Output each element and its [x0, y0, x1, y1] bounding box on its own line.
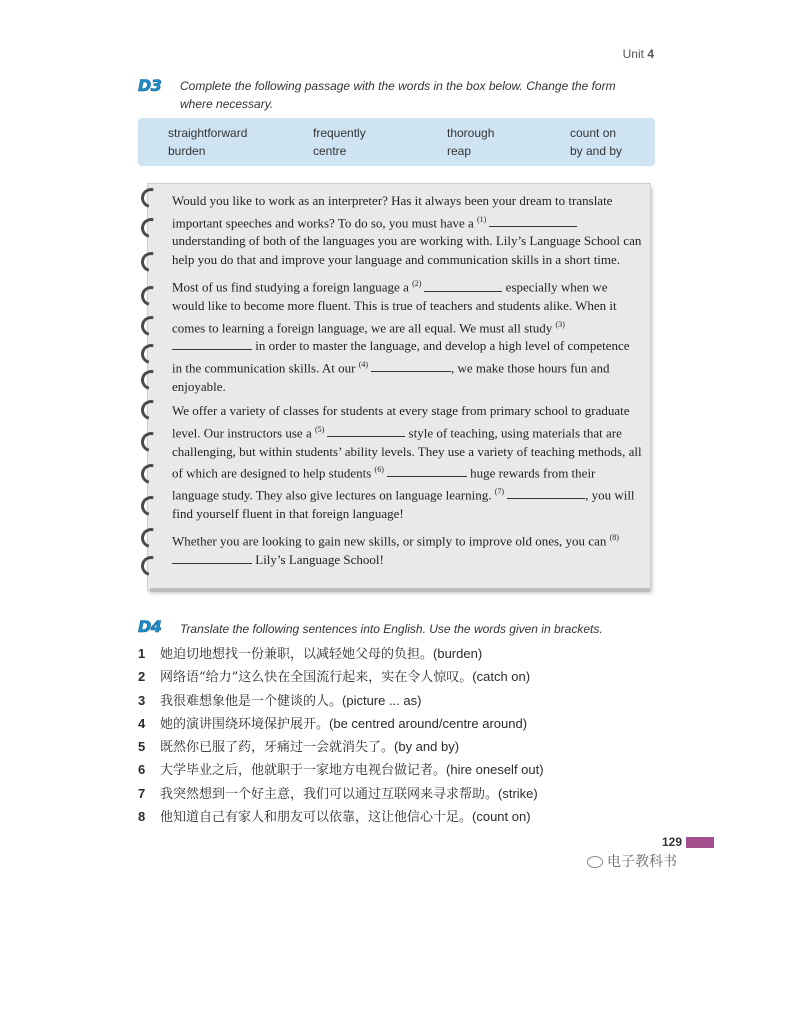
word-item: by and by — [570, 144, 623, 158]
word-item: burden — [168, 144, 206, 158]
d3-instruction: Complete the following passage with the words in the box below. Change the form where necessary. — [180, 79, 616, 111]
unit-label: Unit 4 — [622, 47, 654, 61]
ring-icon — [137, 312, 164, 339]
answer-blank[interactable] — [172, 337, 252, 350]
translation-list — [138, 645, 698, 831]
blank-number: (1) — [477, 214, 487, 224]
passage-paragraph-2: Most of us find studying a foreign language a $^{(2)}$ especially when we would like to become more fluent. This is true of teachers and students alike. When it comes to learning a foreign language, we are all equal. We must all study $^{(3)}$ in order to master the language, and develop a high level of competence in the communication skills. At our $^{(4)}$ , we make those hours fun and enjoyable. — [172, 279, 630, 394]
passage-paragraph-3: We offer a variety of classes for students at every stage from primary school to graduate level. Our instructors use a $^{(5)}$ style of teaching, using materials that are challenging, but within students’ ability levels. They use a variety of teaching methods, all of which are designed to help students $^{(6)}$ huge rewards from their language study. They also give lectures on language learning. $^{(7)}$ , you will find yourself fluent in that foreign language! — [172, 403, 642, 521]
word-item: centre — [313, 144, 347, 158]
blank-number: (5) — [314, 424, 325, 434]
wechat-icon — [587, 856, 603, 868]
ring-icon — [137, 248, 164, 275]
word-item: straightforward — [168, 126, 248, 140]
blank-number: (6) — [374, 465, 384, 475]
word-item: reap — [447, 144, 472, 158]
blank-number: (8) — [609, 533, 619, 543]
list-item: 6 大学毕业之后，他就职于一家地方电视台做记者。(hire oneself out) — [138, 762, 544, 779]
list-item: 1 她迫切地想找一份兼职，以减轻她父母的负担。(burden) — [138, 646, 483, 662]
passage-paragraph-4: Whether you are looking to gain new skills, or simply to improve old ones, you can $^{(8)}$ Lily’s Language School! — [172, 533, 619, 568]
ring-icon — [137, 340, 164, 367]
ring-icon — [137, 214, 164, 241]
ring-icon — [137, 460, 164, 487]
word-item: count on — [570, 126, 617, 140]
d4-instruction: Translate the following sentences into English. Use the words given in brackets. — [180, 622, 603, 636]
answer-blank[interactable] — [387, 464, 467, 477]
paper-edge — [150, 588, 650, 592]
blank-number: (7) — [494, 486, 505, 496]
unit-number: 4 — [647, 47, 654, 61]
passage — [172, 192, 642, 576]
answer-blank[interactable] — [424, 279, 502, 292]
blank-number: (2) — [412, 279, 422, 289]
ring-icon — [137, 366, 164, 393]
word-box — [138, 118, 655, 166]
list-item: 7 我突然想到一个好主意，我们可以通过互联网来寻求帮助。(strike) — [138, 785, 538, 802]
list-item: 8 他知道自己有家人和朋友可以依靠，这让他信心十足。(count on) — [138, 809, 531, 826]
answer-blank[interactable] — [489, 214, 577, 227]
blank-number: (3) — [555, 319, 565, 329]
word-item: frequently — [313, 126, 366, 140]
notebook-rings — [141, 188, 165, 578]
page-color-bar — [686, 837, 714, 848]
ring-icon — [137, 524, 164, 551]
ring-icon — [137, 184, 164, 211]
passage-paragraph-1: Would you like to work as an interpreter? Has it always been your dream to translate important speeches and works? To do so, you must have a $^{(1)}$ understanding of both of the languages you are working with. Lily’s Language School can help you do that and improve your language and communication skills in a short time. — [172, 193, 642, 267]
blank-number: (4) — [358, 359, 369, 369]
answer-blank[interactable] — [327, 424, 405, 437]
list-item: 3 我很难想象他是一个健谈的人。(picture ... as) — [138, 692, 422, 709]
answer-blank[interactable] — [507, 486, 585, 499]
list-item: 5 既然你已服了药，牙痛过一会就消失了。(by and by) — [138, 739, 460, 756]
word-item: thorough — [447, 126, 495, 140]
watermark: 电子教科书 — [587, 851, 677, 871]
list-item: 4 她的演讲围绕环境保护展开。(be centred around/centre around) — [138, 715, 528, 732]
list-item: 2 网络语“给力”这么快在全国流行起来，实在令人惊叹。(catch on) — [138, 669, 531, 686]
d4-badge: D4 — [138, 617, 162, 636]
page-number: 129 — [662, 835, 683, 849]
ring-icon — [137, 282, 164, 309]
answer-blank[interactable] — [371, 359, 451, 372]
ring-icon — [137, 396, 164, 423]
ring-icon — [137, 492, 164, 519]
d3-badge: D3 — [138, 76, 162, 95]
ring-icon — [137, 428, 164, 455]
answer-blank[interactable] — [172, 551, 252, 564]
ring-icon — [137, 552, 164, 579]
